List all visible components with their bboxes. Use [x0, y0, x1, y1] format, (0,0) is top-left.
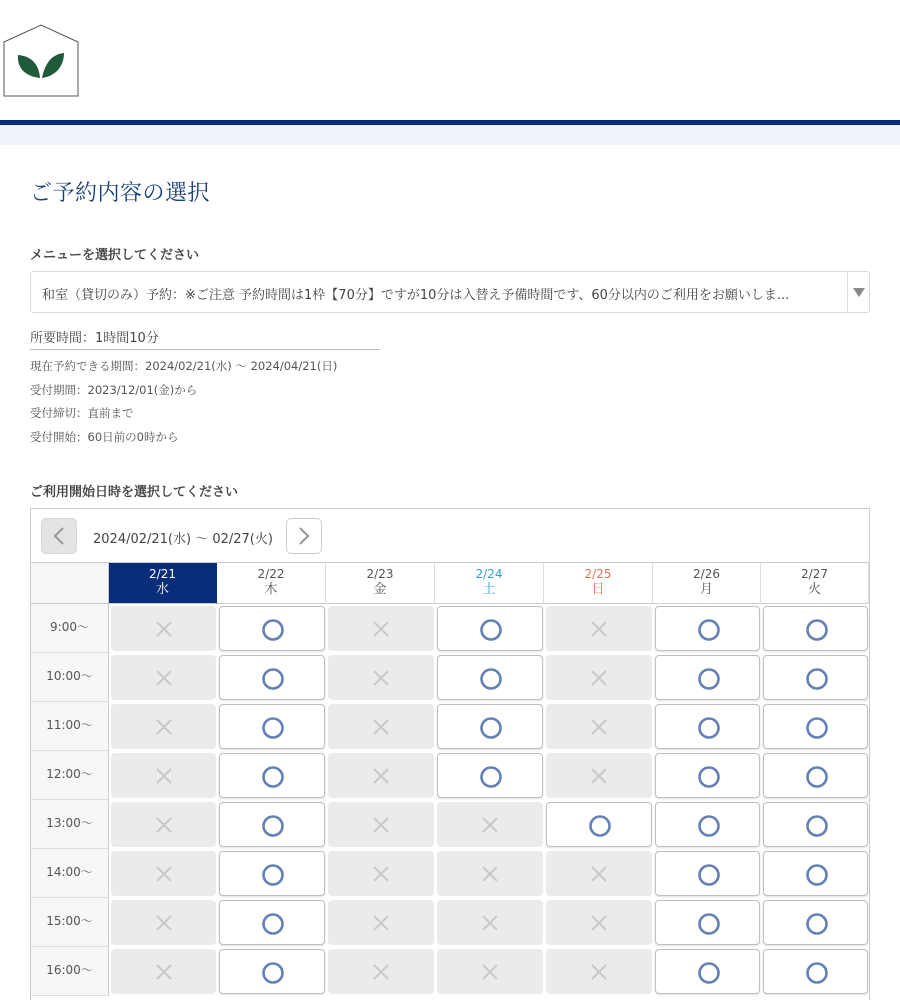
unavailable-slot: [328, 606, 434, 651]
circle-available-icon: [697, 912, 721, 936]
unavailable-slot: [328, 949, 434, 994]
chevron-left-icon: [52, 527, 66, 545]
cross-unavailable-icon: [369, 617, 393, 641]
circle-available-icon: [805, 618, 829, 642]
cross-unavailable-icon: [587, 764, 611, 788]
unavailable-slot: [437, 802, 543, 847]
calendar-nav: [31, 509, 869, 563]
circle-available-icon: [697, 765, 721, 789]
time-label: 14:00〜: [31, 849, 109, 898]
day-weekday: 水: [155, 582, 169, 597]
circle-available-icon: [697, 863, 721, 887]
day-weekday: 月: [699, 582, 713, 597]
time-label: 9:00〜: [31, 604, 109, 653]
time-label: 13:00〜: [31, 800, 109, 849]
unavailable-slot: [546, 655, 652, 700]
day-header-2-26: [653, 563, 761, 604]
cross-unavailable-icon: [152, 617, 176, 641]
day-weekday: 金: [373, 582, 387, 597]
available-slot[interactable]: [655, 851, 760, 896]
cross-unavailable-icon: [369, 862, 393, 886]
unavailable-slot: [328, 802, 434, 847]
circle-available-icon: [261, 765, 285, 789]
menu-select-value: 和室（貸切のみ）予約：※ご注意 予約時間は1枠【70分】ですが10分は入替え予備時間です、60分以内のご利用をお願いしま...: [42, 288, 790, 303]
unavailable-slot: [437, 949, 543, 994]
circle-available-icon: [805, 912, 829, 936]
circle-available-icon: [697, 961, 721, 985]
unavailable-slot: [328, 704, 434, 749]
available-slot[interactable]: [437, 655, 543, 700]
unavailable-slot: [328, 655, 434, 700]
available-slot[interactable]: [219, 704, 325, 749]
booking-period-text: 現在予約できる期間：2024/02/21(水) 〜 2024/04/21(日): [30, 359, 338, 373]
available-slot[interactable]: [219, 900, 325, 945]
circle-available-icon: [805, 765, 829, 789]
available-slot[interactable]: [763, 655, 868, 700]
cross-unavailable-icon: [478, 960, 502, 984]
reception-deadline-text: 受付締切：直前まで: [30, 406, 134, 420]
cross-unavailable-icon: [152, 960, 176, 984]
reservation-calendar: [30, 508, 870, 1000]
circle-available-icon: [697, 716, 721, 740]
day-header-2-24: [435, 563, 544, 604]
available-slot[interactable]: [219, 949, 325, 994]
cross-unavailable-icon: [587, 862, 611, 886]
day-header-2-27: [761, 563, 869, 604]
day-header-2-23: [326, 563, 435, 604]
unavailable-slot: [328, 851, 434, 896]
cross-unavailable-icon: [152, 666, 176, 690]
time-label: 10:00〜: [31, 653, 109, 702]
time-label: 15:00〜: [31, 898, 109, 947]
circle-available-icon: [697, 814, 721, 838]
caret-down-icon: [853, 288, 865, 297]
available-slot[interactable]: [546, 802, 652, 847]
unavailable-slot: [111, 802, 216, 847]
cross-unavailable-icon: [369, 666, 393, 690]
available-slot[interactable]: [763, 704, 868, 749]
unavailable-slot: [437, 900, 543, 945]
cross-unavailable-icon: [478, 862, 502, 886]
available-slot[interactable]: [655, 802, 760, 847]
day-weekday: 日: [591, 582, 605, 597]
available-slot[interactable]: [219, 802, 325, 847]
day-date: 2/27: [801, 567, 828, 581]
day-weekday: 土: [482, 582, 496, 597]
leaf-house-logo-icon[interactable]: [3, 24, 79, 97]
reception-start-text: 受付開始：60日前の0時から: [30, 430, 179, 444]
available-slot[interactable]: [655, 704, 760, 749]
unavailable-slot: [546, 900, 652, 945]
calendar-date-range: 2024/02/21(水) 〜 02/27(火): [93, 532, 273, 547]
menu-select[interactable]: [30, 271, 870, 313]
chevron-right-icon: [297, 527, 311, 545]
circle-available-icon: [479, 667, 503, 691]
circle-available-icon: [261, 863, 285, 887]
circle-available-icon: [261, 912, 285, 936]
time-label: 12:00〜: [31, 751, 109, 800]
next-week-button[interactable]: [286, 518, 322, 554]
duration-text: 所要時間：1時間10分: [30, 327, 380, 350]
header-band: [0, 125, 900, 145]
available-slot[interactable]: [763, 753, 868, 798]
cross-unavailable-icon: [587, 960, 611, 984]
cross-unavailable-icon: [152, 862, 176, 886]
cross-unavailable-icon: [152, 715, 176, 739]
circle-available-icon: [805, 961, 829, 985]
available-slot[interactable]: [763, 949, 868, 994]
time-label: 11:00〜: [31, 702, 109, 751]
cross-unavailable-icon: [369, 715, 393, 739]
menu-section-label: メニューを選択してください: [30, 248, 200, 263]
prev-week-button[interactable]: [41, 518, 77, 554]
circle-available-icon: [261, 961, 285, 985]
available-slot[interactable]: [219, 606, 325, 651]
circle-available-icon: [805, 667, 829, 691]
available-slot[interactable]: [763, 900, 868, 945]
unavailable-slot: [328, 900, 434, 945]
circle-available-icon: [261, 716, 285, 740]
unavailable-slot: [111, 704, 216, 749]
cross-unavailable-icon: [369, 911, 393, 935]
unavailable-slot: [546, 606, 652, 651]
day-date: 2/25: [584, 567, 612, 581]
available-slot[interactable]: [219, 753, 325, 798]
cross-unavailable-icon: [152, 764, 176, 788]
reception-period-text: 受付期間：2023/12/01(金)から: [30, 383, 198, 397]
cross-unavailable-icon: [369, 960, 393, 984]
day-weekday: 木: [264, 582, 278, 597]
circle-available-icon: [261, 667, 285, 691]
unavailable-slot: [111, 851, 216, 896]
unavailable-slot: [111, 753, 216, 798]
cross-unavailable-icon: [369, 813, 393, 837]
site-header: [0, 0, 900, 120]
cross-unavailable-icon: [152, 911, 176, 935]
page-title: ご予約内容の選択: [30, 181, 211, 206]
unavailable-slot: [546, 753, 652, 798]
datetime-section-label: ご利用開始日時を選択してください: [30, 485, 239, 500]
circle-available-icon: [697, 618, 721, 642]
circle-available-icon: [588, 814, 612, 838]
day-date: 2/23: [366, 567, 394, 581]
day-date: 2/26: [693, 567, 720, 581]
available-slot[interactable]: [219, 655, 325, 700]
corner-header-cell: [31, 563, 109, 604]
cross-unavailable-icon: [369, 764, 393, 788]
circle-available-icon: [479, 765, 503, 789]
unavailable-slot: [437, 851, 543, 896]
unavailable-slot: [111, 655, 216, 700]
unavailable-slot: [546, 704, 652, 749]
dropdown-arrow-area[interactable]: [847, 272, 869, 312]
day-header-2-21: [109, 563, 217, 604]
unavailable-slot: [546, 851, 652, 896]
cross-unavailable-icon: [152, 813, 176, 837]
cross-unavailable-icon: [587, 911, 611, 935]
unavailable-slot: [111, 900, 216, 945]
unavailable-slot: [111, 949, 216, 994]
cross-unavailable-icon: [587, 715, 611, 739]
unavailable-slot: [546, 949, 652, 994]
day-date: 2/22: [257, 567, 285, 581]
available-slot[interactable]: [655, 753, 760, 798]
cross-unavailable-icon: [478, 911, 502, 935]
day-date: 2/24: [475, 567, 503, 581]
time-label: 16:00〜: [31, 947, 109, 996]
day-header-2-25: [544, 563, 653, 604]
circle-available-icon: [479, 716, 503, 740]
available-slot[interactable]: [437, 704, 543, 749]
circle-available-icon: [697, 667, 721, 691]
available-slot[interactable]: [763, 851, 868, 896]
available-slot[interactable]: [763, 802, 868, 847]
cross-unavailable-icon: [587, 617, 611, 641]
circle-available-icon: [479, 618, 503, 642]
circle-available-icon: [805, 814, 829, 838]
circle-available-icon: [805, 863, 829, 887]
available-slot[interactable]: [437, 606, 543, 651]
day-weekday: 火: [807, 582, 821, 597]
available-slot[interactable]: [437, 753, 543, 798]
available-slot[interactable]: [655, 655, 760, 700]
circle-available-icon: [805, 716, 829, 740]
day-date: 2/21: [149, 567, 176, 581]
unavailable-slot: [111, 606, 216, 651]
available-slot[interactable]: [655, 900, 760, 945]
circle-available-icon: [261, 618, 285, 642]
available-slot[interactable]: [655, 606, 760, 651]
available-slot[interactable]: [219, 851, 325, 896]
cross-unavailable-icon: [587, 666, 611, 690]
available-slot[interactable]: [655, 949, 760, 994]
circle-available-icon: [261, 814, 285, 838]
unavailable-slot: [328, 753, 434, 798]
day-header-2-22: [217, 563, 326, 604]
available-slot[interactable]: [763, 606, 868, 651]
cross-unavailable-icon: [478, 813, 502, 837]
